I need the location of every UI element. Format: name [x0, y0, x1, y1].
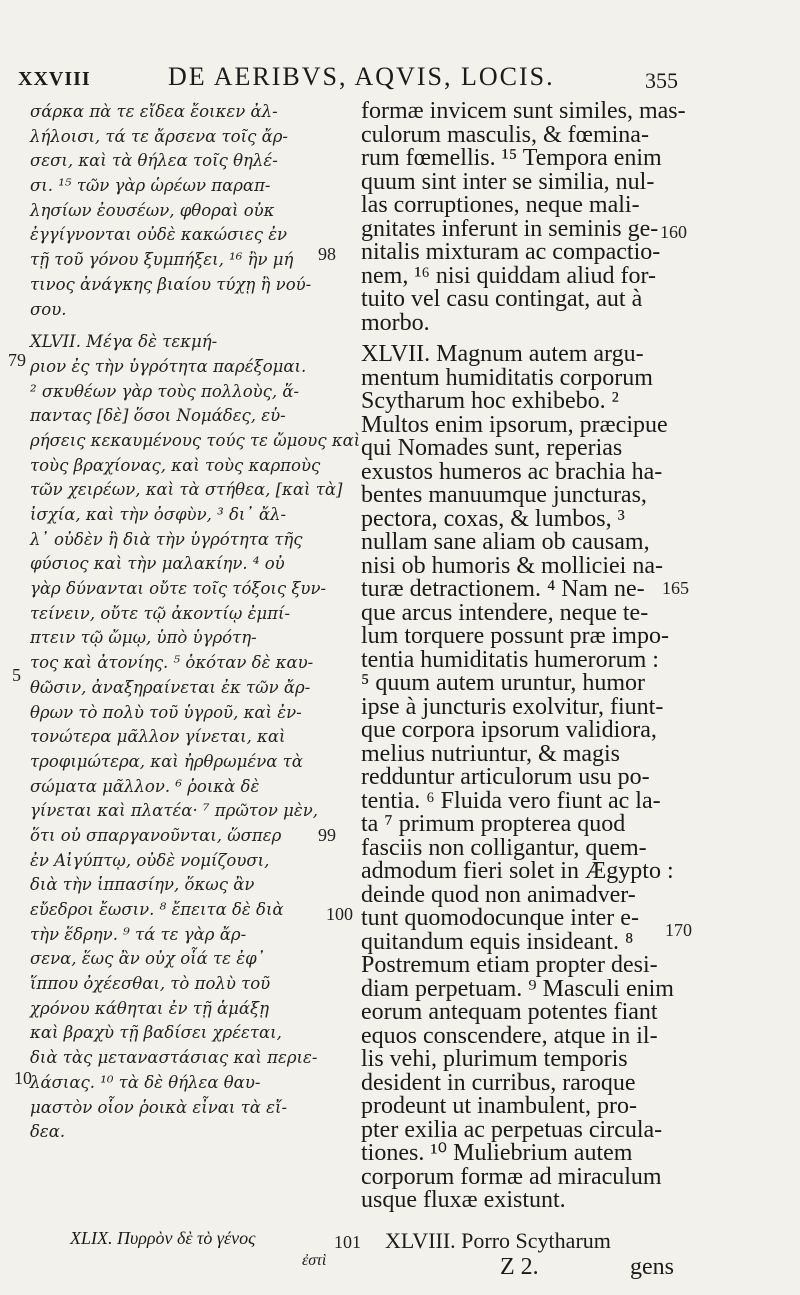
latin-text-line: fasciis non colligantur, quem-: [361, 834, 647, 861]
latin-text-line: tunt quomodocunque inter e-: [361, 905, 639, 931]
latin-text-line: tentia humiditatis humerorum :: [361, 646, 659, 673]
latin-text-line: nem, ¹⁶ nisi quiddam aliud for-: [361, 262, 657, 289]
latin-text-line: lis vehi, plurimum temporis: [361, 1046, 628, 1072]
latin-text-line: tuito vel casu contingat, aut à: [361, 286, 643, 312]
greek-text-line: λ᾽ οὐδὲν ἢ διὰ τὴν ὑγρότητα τῆς: [30, 529, 303, 549]
latin-text-line: diam perpetuam. ⁹ Masculi enim: [361, 975, 674, 1002]
margin-number-170: 170: [665, 920, 692, 940]
signature-mark: Z 2.: [500, 1254, 539, 1280]
greek-text-line: τροφιμώτερα, καὶ ἠρθρωμένα τὰ: [30, 751, 303, 771]
greek-text-line: ἐν Αἰγύπτῳ, οὐδὲ νομίζουσι,: [30, 850, 270, 870]
footer-greek-catchline: XLIX. Πυρρὸν δὲ τὸ γένος: [70, 1228, 256, 1248]
greek-text-line: ὅτι οὐ σπαργανοῦνται, ὥσπερ: [30, 825, 282, 845]
greek-text-line: τοὺς βραχίονας, καὶ τοὺς καρποὺς: [30, 455, 321, 475]
greek-text-line: σου.: [30, 299, 67, 319]
greek-text-line: θρων τὸ πολὺ τοῦ ὑγροῦ, καὶ ἐν-: [30, 702, 302, 722]
margin-number-98: 98: [318, 244, 336, 264]
latin-text-line: Scytharum hoc exhibebo. ²: [361, 388, 619, 414]
latin-text-line: tentia. ⁶ Fluida vero fiunt ac la-: [361, 787, 661, 814]
footer-greek-catchword: ἐστὶ: [302, 1252, 327, 1269]
greek-text-line: σώματα μᾶλλον. ⁶ ῥοικὰ δὲ: [30, 776, 260, 796]
greek-text-line: τος καὶ ἀτονίης. ⁵ ὁκόταν δὲ καυ-: [30, 653, 314, 673]
latin-text-line: turæ detractionem. ⁴ Nam ne-: [361, 576, 645, 602]
margin-number-160: 160: [660, 222, 687, 242]
greek-text-line: σενα, ἕως ἂν οὐχ οἷά τε ἐφ᾽: [30, 949, 265, 969]
latin-text-line: melius nutriuntur, & magis: [361, 740, 621, 767]
greek-text-line: ρήσεις κεκαυμένους τούς τε ὤμους καὶ: [30, 430, 361, 450]
greek-text-line: ἐγγίγνονται οὐδὲ κακώσιες ἐν: [30, 225, 288, 245]
margin-number-101: 101: [334, 1232, 361, 1252]
greek-text-line: θῶσιν, ἀναξηραίνεται ἐκ τῶν ἄρ-: [30, 677, 311, 697]
margin-number-99: 99: [318, 825, 336, 845]
latin-text-line: corporum formæ ad miraculum: [361, 1163, 662, 1190]
greek-text-line: τείνειν, οὔτε τῷ ἀκοντίῳ ἐμπί-: [30, 603, 291, 623]
greek-text-line: τὴν ἕδρην. ⁹ τά τε γὰρ ἄρ-: [30, 924, 247, 944]
latin-text-line: eorum antequam potentes fiant: [361, 999, 658, 1025]
greek-text-line: σι. ¹⁵ τῶν γὰρ ὡρέων παραπ-: [30, 176, 271, 196]
latin-text-line: redduntur articulorum usu po-: [361, 764, 650, 790]
greek-text-line: γὰρ δύνανται οὔτε τοῖς τόξοις ξυν-: [30, 579, 327, 599]
greek-text-line: φύσιος καὶ τὴν μαλακίην. ⁴ οὐ: [30, 554, 285, 574]
margin-number-79: 79: [8, 350, 26, 370]
latin-text-line: formæ invicem sunt similes, mas-: [361, 98, 686, 124]
greek-text-line: λάσιας. ¹⁰ τὰ δὲ θήλεα θαυ-: [30, 1072, 261, 1092]
header-section-number: XXVIII: [18, 68, 91, 90]
margin-number-100: 100: [326, 904, 353, 924]
latin-text-line: exustos humeros ac brachia ha-: [361, 458, 663, 485]
margin-number-10: 10: [14, 1068, 32, 1088]
latin-text-line: ⁵ quum autem uruntur, humor: [361, 670, 646, 696]
page-footer: [60, 1228, 680, 1288]
greek-text-line: γίνεται καὶ πλατέα· ⁷ πρῶτον μὲν,: [30, 801, 318, 821]
latin-text-line: quitandum equis insideant. ⁸: [361, 928, 634, 955]
greek-text-line: πτειν τῷ ὤμῳ, ὑπὸ ὑγρότη-: [30, 628, 257, 648]
latin-text-line: ipse à juncturis exolvitur, fiunt-: [361, 693, 664, 720]
latin-text-line: desident in curribus, raroque: [361, 1069, 636, 1096]
greek-text-line: τῇ τοῦ γόνου ξυμπήξει, ¹⁶ ἢν μή: [30, 250, 294, 270]
greek-text-line: διὰ τὰς μεταναστάσιας καὶ περιε-: [30, 1048, 318, 1068]
latin-text-line: qui Nomades sunt, reperias: [361, 435, 623, 461]
latin-text-line: tiones. ¹⁰ Muliebrium autem: [361, 1140, 633, 1166]
latin-text-line: nitalis mixturam ac compactio-: [361, 239, 661, 265]
running-header: [18, 62, 678, 98]
header-title: DE AERIBVS, AQVIS, LOCIS.: [168, 62, 555, 91]
greek-text-line: ριον ἐς τὴν ὑγρότητα παρέξομαι.: [30, 356, 307, 376]
greek-text-line: λήλοισι, τά τε ἄρσενα τοῖς ἄρ-: [30, 126, 288, 146]
greek-text-line: XLVII. Μέγα δὲ τεκμή-: [30, 332, 218, 352]
latin-text-line: prodeunt ut inambulent, pro-: [361, 1093, 637, 1119]
greek-text-line: διὰ τὴν ἱππασίην, ὅκως ἂν: [30, 875, 255, 895]
greek-text-line: παντας [δὲ] ὅσοι Νομάδες, εὑ-: [30, 406, 286, 426]
latin-text-line: bentes manuumque juncturas,: [361, 482, 647, 508]
greek-text-line: χρόνου κάθηται ἐν τῇ ἁμάξῃ: [30, 998, 270, 1018]
latin-text-line: deinde quod non animadver-: [361, 881, 636, 908]
latin-text-line: pter exilia ac perpetuas circula-: [361, 1116, 663, 1143]
page-number: 355: [645, 68, 678, 93]
latin-text-line: Multos enim ipsorum, præcipue: [361, 411, 668, 438]
greek-text-line: τῶν χειρέων, καὶ τὰ στήθεα, [καὶ τὰ]: [30, 480, 343, 500]
latin-text-line: que arcus intendere, neque te-: [361, 599, 649, 626]
latin-text-line: que corpora ipsorum validiora,: [361, 717, 657, 743]
greek-text-line: λησίων ἐουσέων, φθοραὶ οὐκ: [30, 200, 275, 220]
latin-text-line: pectora, coxas, & lumbos, ³: [361, 505, 625, 532]
latin-text-line: admodum fieri solet in Ægypto :: [361, 858, 674, 884]
greek-text-line: τινος ἀνάγκης βιαίου τύχῃ ἢ νού-: [30, 274, 312, 294]
greek-text-line: ² σκυθέων γὰρ τοὺς πολλοὺς, ἅ-: [30, 381, 300, 401]
greek-text-paragraph-gap: [30, 322, 338, 330]
latin-text-line: ta ⁷ primum propterea quod: [361, 811, 626, 837]
latin-text-line: morbo.: [361, 309, 430, 336]
greek-text-line: εὔεδροι ἔωσιν. ⁸ ἔπειτα δὲ διὰ: [30, 900, 284, 919]
latin-text-line: lum torquere possunt præ impo-: [361, 623, 669, 649]
margin-number-165: 165: [662, 578, 689, 598]
footer-latin-catchline: XLVIII. Porro Scytharum: [385, 1228, 611, 1253]
latin-text-line: nisi ob humoris & molliciei na-: [361, 552, 663, 579]
latin-text-line: Postremum etiam propter desi-: [361, 952, 658, 978]
greek-text-line: τονώτερα μᾶλλον γίνεται, καὶ: [30, 727, 286, 747]
greek-text-line: καὶ βραχὺ τῇ βαδίσει χρέεται,: [30, 1023, 282, 1043]
latin-text-line: culorum masculis, & fœmina-: [361, 121, 649, 148]
latin-text-line: equos conscendere, atque in il-: [361, 1022, 658, 1049]
greek-text-line: σάρκα πὰ τε εἴδεα ἔοικεν ἀλ-: [30, 102, 278, 121]
greek-text-line: μαστὸν οἷον ῥοικὰ εἶναι τὰ εἴ-: [30, 1097, 288, 1117]
greek-text-line: ἰσχία, καὶ τὴν ὀσφὺν, ³ δι᾽ ἄλ-: [30, 505, 287, 524]
catchword: gens: [630, 1254, 674, 1280]
latin-text-line: mentum humiditatis corporum: [361, 364, 653, 391]
greek-text-line: ἵππου ὀχέεσθαι, τὸ πολὺ τοῦ: [30, 974, 271, 994]
greek-text-line: δεα.: [30, 1122, 66, 1142]
latin-text-line: las corruptiones, neque mali-: [361, 192, 640, 218]
latin-text-line: rum fœmellis. ¹⁵ Tempora enim: [361, 145, 662, 171]
latin-text-line: gnitates inferunt in seminis ge-: [361, 215, 659, 242]
margin-number-5: 5: [12, 665, 21, 685]
latin-text-line: usque fluxæ existunt.: [361, 1187, 566, 1213]
latin-text-line: quum sint inter se similia, nul-: [361, 168, 655, 195]
greek-text-line: σεσι, καὶ τὰ θήλεα τοῖς θηλέ-: [30, 151, 278, 171]
latin-text-line: nullam sane aliam ob causam,: [361, 529, 650, 555]
latin-text-line: XLVII. Magnum autem argu-: [361, 341, 644, 367]
